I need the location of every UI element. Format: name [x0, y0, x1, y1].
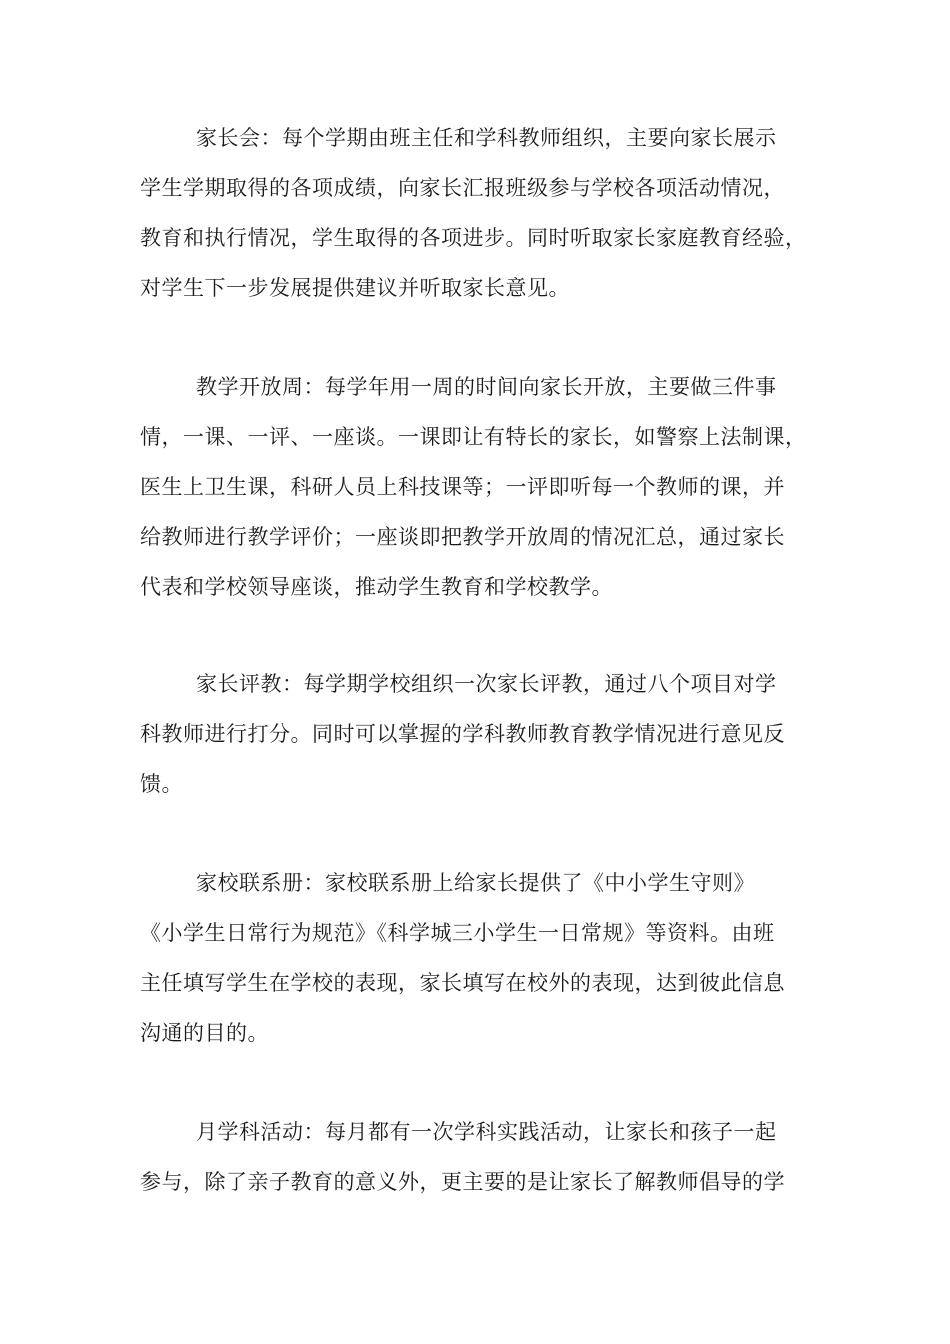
- text-line: 主任填写学生在学校的表现，家长填写在校外的表现，达到彼此信息: [140, 971, 785, 995]
- paragraph-contact-book: [140, 858, 830, 1058]
- text-line: 科教师进行打分。同时可以掌握的学科教师教育教学情况进行意见反: [140, 722, 785, 746]
- text-line: 情，一课、一评、一座谈。一课即让有特长的家长，如警察上法制课，: [140, 425, 807, 449]
- text-line: 沟通的目的。: [140, 1021, 269, 1045]
- paragraph-monthly-activity: [140, 1107, 830, 1207]
- text-line: 家长评教：每学期学校组织一次家长评教，通过八个项目对学: [196, 672, 777, 696]
- text-line: 馈。: [140, 772, 183, 796]
- paragraph-open-week: [140, 362, 830, 612]
- text-line: 月学科活动：每月都有一次学科实践活动，让家长和孩子一起: [196, 1120, 777, 1144]
- paragraph-parent-meeting: [140, 113, 830, 313]
- text-line: 医生上卫生课，科研人员上科技课等；一评即听每一个教师的课，并: [140, 475, 785, 499]
- text-line: 代表和学校领导座谈，推动学生教育和学校教学。: [140, 575, 613, 599]
- paragraph-parent-evaluation: [140, 659, 830, 809]
- text-line: 学生学期取得的各项成绩，向家长汇报班级参与学校各项活动情况，: [140, 176, 785, 200]
- text-line: 教育和执行情况，学生取得的各项进步。同时听取家长家庭教育经验，: [140, 226, 807, 250]
- text-line: 给教师进行教学评价；一座谈即把教学开放周的情况汇总，通过家长: [140, 525, 785, 549]
- text-line: 《小学生日常行为规范》《科学城三小学生一日常规》等资料。由班: [140, 921, 775, 945]
- text-line: 家校联系册：家校联系册上给家长提供了《中小学生守则》: [196, 871, 755, 895]
- text-line: 对学生下一步发展提供建议并听取家长意见。: [140, 276, 570, 300]
- text-line: 参与，除了亲子教育的意义外，更主要的是让家长了解教师倡导的学: [140, 1170, 785, 1194]
- text-line: 教学开放周：每学年用一周的时间向家长开放，主要做三件事: [196, 375, 777, 399]
- text-line: 家长会：每个学期由班主任和学科教师组织，主要向家长展示: [196, 126, 777, 150]
